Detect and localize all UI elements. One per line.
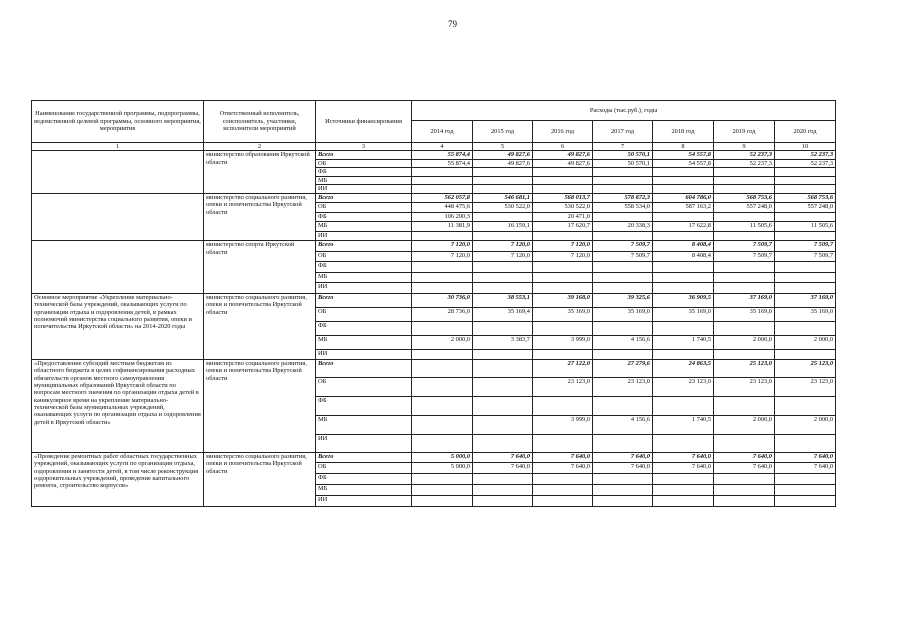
value-cell: 35 169,0: [653, 307, 714, 321]
value-cell: [653, 283, 714, 294]
table-row: [32, 241, 836, 252]
value-cell: 23 123,0: [653, 377, 714, 396]
source-cell: ОБ: [316, 159, 412, 168]
value-cell: [653, 474, 714, 485]
value-cell: 3 999,0: [533, 415, 593, 434]
value-cell: 35 169,4: [473, 307, 533, 321]
executor-cell: министерство образования Иркутской области: [204, 151, 316, 194]
value-cell: 2 000,0: [775, 335, 836, 349]
value-cell: 25 123,0: [775, 359, 836, 377]
header-sources: Источники финансирования: [316, 101, 412, 143]
value-cell: [593, 496, 653, 507]
value-cell: 37 169,0: [714, 293, 775, 307]
value-cell: 35 169,0: [533, 307, 593, 321]
value-cell: [412, 496, 473, 507]
header-year: 2019 год: [714, 121, 775, 143]
program-cell: «Проведение ремонтных работ областных государственных учреждений, оказывающих услуги по организации отдыха, оздоровления и занятости детей, в том числе реконструкция оздоровительных учреждений, проведение капитального ремонта, строительство корпусов»: [32, 452, 204, 507]
value-cell: [653, 496, 714, 507]
value-cell: [653, 185, 714, 194]
header-year: 2018 год: [653, 121, 714, 143]
value-cell: 568 753,6: [775, 193, 836, 203]
value-cell: [533, 485, 593, 496]
source-cell: ОБ: [316, 251, 412, 262]
value-cell: 7 640,0: [653, 452, 714, 463]
value-cell: [714, 231, 775, 241]
value-cell: [593, 231, 653, 241]
value-cell: [412, 176, 473, 185]
page-number: 79: [448, 19, 457, 29]
source-cell: ИИ: [316, 434, 412, 452]
value-cell: 30 736,0: [412, 293, 473, 307]
value-cell: [412, 474, 473, 485]
source-cell: ФБ: [316, 262, 412, 273]
value-cell: 7 120,0: [473, 241, 533, 252]
source-cell: МБ: [316, 415, 412, 434]
source-cell: МБ: [316, 485, 412, 496]
value-cell: [473, 272, 533, 283]
value-cell: 7 509,7: [714, 241, 775, 252]
value-cell: [473, 231, 533, 241]
source-cell: ФБ: [316, 474, 412, 485]
value-cell: [412, 434, 473, 452]
value-cell: 587 163,2: [653, 203, 714, 213]
value-cell: 54 557,8: [653, 151, 714, 160]
source-cell: МБ: [316, 222, 412, 232]
value-cell: [775, 231, 836, 241]
value-cell: [593, 396, 653, 415]
value-cell: 7 120,0: [533, 251, 593, 262]
value-cell: 546 681,1: [473, 193, 533, 203]
value-cell: 36 909,5: [653, 293, 714, 307]
value-cell: [473, 321, 533, 335]
value-cell: [533, 349, 593, 359]
value-cell: [473, 283, 533, 294]
table-body: [32, 151, 836, 507]
value-cell: 558 534,0: [593, 203, 653, 213]
value-cell: 557 248,0: [714, 203, 775, 213]
value-cell: [775, 434, 836, 452]
value-cell: 2 000,0: [714, 335, 775, 349]
value-cell: 24 863,5: [653, 359, 714, 377]
column-number: 6: [533, 143, 593, 151]
value-cell: [593, 434, 653, 452]
column-number: 1: [32, 143, 204, 151]
value-cell: [775, 176, 836, 185]
value-cell: [714, 396, 775, 415]
source-cell: Всего: [316, 241, 412, 252]
value-cell: 530 522,0: [473, 203, 533, 213]
value-cell: 7 640,0: [473, 463, 533, 474]
value-cell: 23 123,0: [533, 377, 593, 396]
value-cell: 3 383,7: [473, 335, 533, 349]
value-cell: 2 000,0: [412, 335, 473, 349]
value-cell: 7 509,7: [593, 241, 653, 252]
column-number: 10: [775, 143, 836, 151]
value-cell: [533, 185, 593, 194]
value-cell: [412, 485, 473, 496]
value-cell: [775, 272, 836, 283]
program-cell: [32, 193, 204, 241]
value-cell: [714, 496, 775, 507]
value-cell: 7 640,0: [714, 452, 775, 463]
value-cell: 7 640,0: [593, 463, 653, 474]
column-number: 7: [593, 143, 653, 151]
value-cell: [412, 321, 473, 335]
value-cell: 20 338,3: [593, 222, 653, 232]
value-cell: [412, 231, 473, 241]
value-cell: [473, 434, 533, 452]
executor-cell: министерство социального развития, опеки и попечительства Иркутской области: [204, 359, 316, 452]
value-cell: 49 827,6: [473, 159, 533, 168]
table-row: [32, 293, 836, 307]
value-cell: 2 000,0: [714, 415, 775, 434]
program-cell: [32, 241, 204, 294]
value-cell: [714, 272, 775, 283]
value-cell: [473, 396, 533, 415]
source-cell: ОБ: [316, 203, 412, 213]
value-cell: 52 237,3: [775, 159, 836, 168]
value-cell: 11 505,6: [714, 222, 775, 232]
value-cell: 1 740,5: [653, 415, 714, 434]
value-cell: 27 122,0: [533, 359, 593, 377]
value-cell: 4 156,6: [593, 415, 653, 434]
value-cell: [473, 415, 533, 434]
value-cell: 54 557,8: [653, 159, 714, 168]
value-cell: [775, 283, 836, 294]
value-cell: 1 740,5: [653, 335, 714, 349]
value-cell: [533, 396, 593, 415]
value-cell: 23 123,0: [714, 377, 775, 396]
column-number: 3: [316, 143, 412, 151]
value-cell: [593, 262, 653, 273]
value-cell: [775, 321, 836, 335]
value-cell: [473, 262, 533, 273]
header-year: 2020 год: [775, 121, 836, 143]
value-cell: [775, 212, 836, 222]
value-cell: 7 640,0: [653, 463, 714, 474]
table-row: [32, 151, 836, 160]
value-cell: [593, 321, 653, 335]
value-cell: [533, 168, 593, 177]
value-cell: 25 123,0: [714, 359, 775, 377]
source-cell: Всего: [316, 193, 412, 203]
value-cell: [593, 185, 653, 194]
value-cell: [714, 485, 775, 496]
value-cell: [593, 212, 653, 222]
source-cell: ИИ: [316, 231, 412, 241]
source-cell: ФБ: [316, 212, 412, 222]
value-cell: [653, 321, 714, 335]
value-cell: 50 570,1: [593, 151, 653, 160]
value-cell: [653, 396, 714, 415]
value-cell: [653, 485, 714, 496]
source-cell: Всего: [316, 452, 412, 463]
column-number: 5: [473, 143, 533, 151]
source-cell: МБ: [316, 335, 412, 349]
value-cell: 530 522,0: [533, 203, 593, 213]
executor-cell: министерство социального развития, опеки и попечительства Иркутской области: [204, 293, 316, 359]
value-cell: [714, 321, 775, 335]
value-cell: [653, 231, 714, 241]
value-cell: [714, 474, 775, 485]
value-cell: 106 200,3: [412, 212, 473, 222]
value-cell: [533, 496, 593, 507]
table-row: [32, 359, 836, 377]
value-cell: 23 123,0: [775, 377, 836, 396]
value-cell: 7 640,0: [714, 463, 775, 474]
source-cell: ИИ: [316, 185, 412, 194]
value-cell: 35 169,0: [714, 307, 775, 321]
value-cell: 11 381,9: [412, 222, 473, 232]
value-cell: [533, 434, 593, 452]
value-cell: [775, 349, 836, 359]
value-cell: 578 872,3: [593, 193, 653, 203]
value-cell: 52 237,3: [714, 151, 775, 160]
value-cell: [714, 434, 775, 452]
value-cell: 39 325,6: [593, 293, 653, 307]
value-cell: 5 000,0: [412, 463, 473, 474]
value-cell: 7 120,0: [473, 251, 533, 262]
value-cell: [412, 283, 473, 294]
value-cell: [412, 349, 473, 359]
table-row: [32, 193, 836, 203]
value-cell: [473, 359, 533, 377]
value-cell: [775, 496, 836, 507]
header-executor: Ответственный исполнитель, соисполнитель, участники, исполнители мероприятий: [204, 101, 316, 143]
value-cell: [653, 176, 714, 185]
value-cell: [775, 168, 836, 177]
source-cell: ИИ: [316, 349, 412, 359]
source-cell: ОБ: [316, 377, 412, 396]
value-cell: 23 123,0: [593, 377, 653, 396]
value-cell: 5 000,0: [412, 452, 473, 463]
executor-cell: министерство спорта Иркутской области: [204, 241, 316, 294]
value-cell: [412, 359, 473, 377]
value-cell: [714, 283, 775, 294]
value-cell: [714, 349, 775, 359]
value-cell: [714, 262, 775, 273]
table-row: [32, 452, 836, 463]
value-cell: 557 248,0: [775, 203, 836, 213]
value-cell: 7 120,0: [412, 251, 473, 262]
source-cell: ИИ: [316, 283, 412, 294]
value-cell: [533, 474, 593, 485]
value-cell: 448 475,6: [412, 203, 473, 213]
source-cell: ОБ: [316, 307, 412, 321]
value-cell: 28 736,0: [412, 307, 473, 321]
value-cell: 7 640,0: [533, 463, 593, 474]
value-cell: 17 622,8: [653, 222, 714, 232]
value-cell: 7 509,7: [775, 251, 836, 262]
value-cell: [653, 212, 714, 222]
value-cell: [412, 168, 473, 177]
value-cell: [533, 272, 593, 283]
value-cell: [714, 212, 775, 222]
value-cell: [473, 349, 533, 359]
value-cell: [775, 474, 836, 485]
value-cell: 49 827,6: [473, 151, 533, 160]
value-cell: 7 640,0: [473, 452, 533, 463]
header-expenses: Расходы (тыс.руб.), годы: [412, 101, 836, 121]
program-cell: Основное мероприятие «Укрепление материально-технической базы учреждений, оказывающих услуги по организации отдыха и оздоровления детей, в рамках полномочий министерства социального развития, опеки и попечительства Иркутской области» на 2014-2020 годы: [32, 293, 204, 359]
value-cell: 38 553,1: [473, 293, 533, 307]
value-cell: [653, 262, 714, 273]
value-cell: [593, 349, 653, 359]
value-cell: [412, 185, 473, 194]
value-cell: 7 120,0: [412, 241, 473, 252]
value-cell: [473, 496, 533, 507]
value-cell: 7 640,0: [775, 463, 836, 474]
source-cell: ФБ: [316, 396, 412, 415]
value-cell: [473, 377, 533, 396]
value-cell: 7 640,0: [533, 452, 593, 463]
value-cell: [593, 272, 653, 283]
value-cell: [473, 176, 533, 185]
value-cell: [593, 283, 653, 294]
value-cell: 2 000,0: [775, 415, 836, 434]
value-cell: [593, 485, 653, 496]
column-number: 2: [204, 143, 316, 151]
value-cell: [533, 283, 593, 294]
value-cell: [412, 272, 473, 283]
value-cell: 52 237,3: [775, 151, 836, 160]
value-cell: 17 620,7: [533, 222, 593, 232]
program-cell: «Предоставление субсидий местным бюджетам из областного бюджета в целях софинансирования расходных обязательств органов местного самоуправления муниципальных образований Иркутской области по вопросам местного значения по организации отдыха детей в каникулярное время на укрепление материально-технической базы муниципальных учреждений, оказывающих услуги по организации отдыха и оздоровления детей в Иркутской области»: [32, 359, 204, 452]
value-cell: [473, 168, 533, 177]
value-cell: 7 509,7: [775, 241, 836, 252]
value-cell: [533, 321, 593, 335]
value-cell: 35 169,0: [593, 307, 653, 321]
value-cell: 55 874,4: [412, 159, 473, 168]
value-cell: [653, 349, 714, 359]
value-cell: 52 237,3: [714, 159, 775, 168]
value-cell: 8 408,4: [653, 251, 714, 262]
source-cell: ОБ: [316, 463, 412, 474]
column-number: 4: [412, 143, 473, 151]
value-cell: [412, 396, 473, 415]
executor-cell: министерство социального развития, опеки и попечительства Иркутской области: [204, 452, 316, 507]
value-cell: 7 640,0: [775, 452, 836, 463]
value-cell: [775, 396, 836, 415]
value-cell: [533, 176, 593, 185]
value-cell: 27 279,6: [593, 359, 653, 377]
value-cell: [593, 176, 653, 185]
budget-table: [31, 100, 836, 507]
column-number: 8: [653, 143, 714, 151]
value-cell: [714, 168, 775, 177]
value-cell: 50 570,1: [593, 159, 653, 168]
source-cell: МБ: [316, 176, 412, 185]
value-cell: 7 509,7: [593, 251, 653, 262]
value-cell: 3 999,0: [533, 335, 593, 349]
source-cell: Всего: [316, 293, 412, 307]
value-cell: [714, 176, 775, 185]
source-cell: МБ: [316, 272, 412, 283]
value-cell: [473, 212, 533, 222]
source-cell: ФБ: [316, 168, 412, 177]
value-cell: [412, 415, 473, 434]
value-cell: [533, 262, 593, 273]
value-cell: 11 505,6: [775, 222, 836, 232]
value-cell: 39 168,0: [533, 293, 593, 307]
value-cell: 16 159,1: [473, 222, 533, 232]
value-cell: 35 169,0: [775, 307, 836, 321]
source-cell: ФБ: [316, 321, 412, 335]
header-year: 2015 год: [473, 121, 533, 143]
value-cell: 7 120,0: [533, 241, 593, 252]
value-cell: [775, 262, 836, 273]
source-cell: ИИ: [316, 496, 412, 507]
value-cell: [775, 185, 836, 194]
value-cell: [593, 168, 653, 177]
program-cell: [32, 151, 204, 194]
executor-cell: министерство социального развития, опеки и попечительства Иркутской области: [204, 193, 316, 241]
value-cell: 20 471,0: [533, 212, 593, 222]
value-cell: [653, 434, 714, 452]
value-cell: 7 640,0: [593, 452, 653, 463]
value-cell: [473, 185, 533, 194]
header-year: 2016 год: [533, 121, 593, 143]
value-cell: [775, 485, 836, 496]
value-cell: 8 408,4: [653, 241, 714, 252]
value-cell: [412, 262, 473, 273]
value-cell: [473, 474, 533, 485]
value-cell: 49 827,6: [533, 151, 593, 160]
value-cell: [473, 485, 533, 496]
value-cell: [593, 474, 653, 485]
column-number: 9: [714, 143, 775, 151]
value-cell: 7 509,7: [714, 251, 775, 262]
value-cell: 568 753,6: [714, 193, 775, 203]
header-year: 2014 год: [412, 121, 473, 143]
value-cell: [412, 377, 473, 396]
value-cell: [714, 185, 775, 194]
value-cell: 37 169,0: [775, 293, 836, 307]
value-cell: [653, 272, 714, 283]
value-cell: [533, 231, 593, 241]
value-cell: 562 057,8: [412, 193, 473, 203]
value-cell: 55 874,4: [412, 151, 473, 160]
value-cell: 604 786,0: [653, 193, 714, 203]
source-cell: Всего: [316, 359, 412, 377]
source-cell: Всего: [316, 151, 412, 160]
header-year: 2017 год: [593, 121, 653, 143]
value-cell: 49 827,6: [533, 159, 593, 168]
value-cell: 568 013,7: [533, 193, 593, 203]
value-cell: 4 156,6: [593, 335, 653, 349]
header-program: Наименование государственной программы, подпрограммы, ведомственной целевой программы, основного мероприятия, мероприятия: [32, 101, 204, 143]
value-cell: [653, 168, 714, 177]
